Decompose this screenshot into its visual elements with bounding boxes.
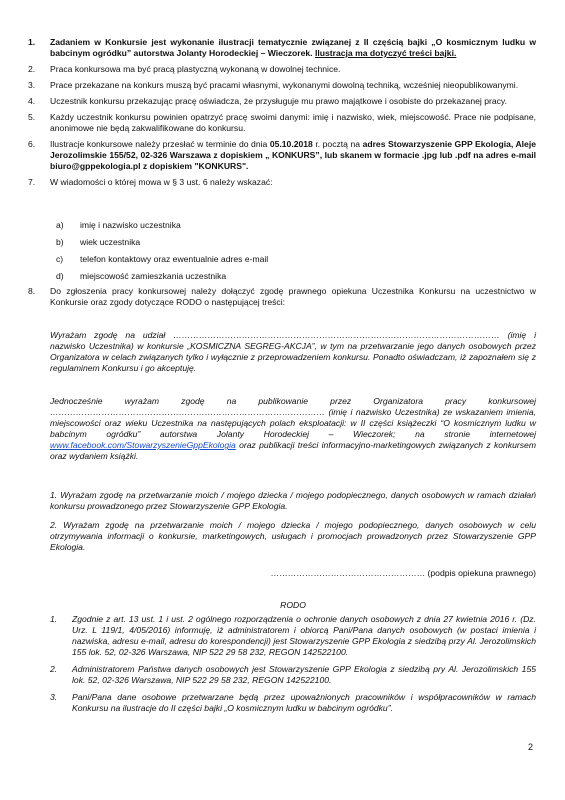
sub-list-item — [28, 271, 536, 282]
sub-list-item — [28, 237, 536, 248]
sub-item-text: imię i nazwisko uczestnika — [80, 220, 181, 230]
data-processing-consent-2: 2. Wyrażam zgodę na przetwarzanie moich / mojego dziecka / mojego podopiecznego, danych osobowych w celu otrzymywania informacji o konkursie, marketingowych, usługach i promocjach prowadzonych przez Stowarzyszenie GPP Ekologia. — [50, 520, 536, 552]
list-item — [28, 80, 536, 91]
sub-item-text: miejscowość zamieszkania uczestnika — [80, 271, 227, 281]
sub-list-item — [28, 220, 536, 231]
item-text: Ilustracje konkursowe należy przesłać w terminie do dnia — [50, 139, 270, 149]
sub-item-text: wiek uczestnika — [80, 237, 141, 247]
rodo-item-text: Zgodnie z art. 13 ust. 1 i ust. 2 ogólnego rozporządzenia o ochronie danych osobowych z dnia 27 kwietnia 2016 r. (Dz. Urz. L 119/1, 4/05/2016) informuję, iż administratorem i obiorcą Pani/Pana danych osobowych (w postaci imienia i nazwiska, adresu e-mail, adresu do korespondencji) jest Stowarzyszenie GPP Ekologia z siedzibą przy Al. Jerozolimskich 155 lok. 52, 02-326 Warszawa, NIP 522 29 58 232, REGON 142522100. — [72, 614, 536, 657]
rodo-item — [50, 614, 536, 658]
item-text: W wiadomości o której mowa w § 3 ust. 6 należy wskazać: — [50, 177, 273, 187]
sub-item-letter: c) — [56, 254, 64, 264]
item-text-underlined: Ilustracja ma dotyczyć treści bajki. — [314, 48, 457, 58]
item-number: 2. — [28, 64, 36, 74]
publication-consent-text-end: oraz publikacji treści informacyjno-marketingowych związanych z konkursem oraz wydaniem książki. — [50, 440, 536, 461]
rodo-item-number: 2. — [50, 664, 58, 674]
item-number: 6. — [28, 139, 36, 149]
publication-consent-text: Jednocześnie wyrażam zgodę na publikowanie przez Organizatora pracy konkursowej …………………………………………………………………………………… (imię i nazwisko Uczestnika) ze wskazaniem imienia, miejscowości oraz wieku Uczestnika na następujących polach eksploatacji: w II części książeczki “O kosmicznym ludku w babcinym ogródku” autorstwa Jolanty Horodeckiej – Wieczorek; na stronie internetowej — [50, 396, 536, 439]
rodo-item-number: 1. — [50, 614, 58, 624]
participation-consent: Wyrażam zgodę na udział …………………………………………………………………………………………………… (imię i nazwisko Uczestnika) w konkursie „KOSMICZNA SEGREG-AKCJA”, w tym na przetwarzanie jego danych osobowych przez Organizatora w celach związanych tylko i wyłącznie z przeprowadzeniem konkursu. Ponadto oświadczam, iż zapoznałem się z regulaminem Konkursu i go akceptuję. — [50, 330, 536, 373]
item-text: Prace przekazane na konkurs muszą być pracami własnymi, wykonanymi dowolną techniką, wcześniej nieopublikowanymi. — [50, 80, 519, 90]
list-item — [28, 96, 536, 107]
rules-list-continued — [28, 286, 536, 308]
facebook-link[interactable]: www.facebook.com/StowarzyszenieGppEkologia — [50, 440, 236, 450]
sub-list — [28, 220, 536, 282]
item-number: 1. — [28, 37, 36, 47]
list-item — [28, 37, 536, 59]
list-item — [28, 177, 536, 188]
guardian-signature-line: ……………………………………………… (podpis opiekuna prawnego) — [270, 568, 536, 578]
rodo-item-text: Pani/Pana dane osobowe przetwarzane będą przez upoważnionych pracowników i współpracowników w ramach Konkursu na ilustracje do II części bajki „O kosmicznym ludku w babcinym ogródku”. — [72, 692, 536, 713]
list-item — [28, 64, 536, 75]
rules-list — [28, 37, 536, 188]
page-number: 2 — [527, 742, 533, 752]
sub-item-letter: a) — [56, 220, 64, 230]
item-number: 4. — [28, 96, 36, 106]
item-number: 5. — [28, 112, 36, 122]
rodo-item-text: Administratorem Państwa danych osobowych jest Stowarzyszenie GPP Ekologia z siedzibą pry Al. Jerozolimskich 155 lok. 52, 02-326 Warszawa, NIP 522 29 58 232, REGON 142522100. — [72, 664, 536, 685]
list-item — [28, 139, 536, 172]
rodo-list — [50, 614, 536, 714]
item-text: Do zgłoszenia pracy konkursowej należy dołączyć zgodę prawnego opiekuna Uczestnika Konkursu na uczestnictwo w Konkursie oraz zgody dotyczące RODO o następującej treści: — [50, 286, 536, 307]
rodo-heading: RODO — [280, 600, 306, 610]
item-text: Każdy uczestnik konkursu powinien opatrzyć pracę swoimi danymi: imię i nazwisko, wiek, miejscowość. Prace nie podpisane, anonimowe nie będą zakwalifikowane do konkursu. — [50, 112, 536, 133]
item-text: Zadaniem w Konkursie jest wykonanie ilustracji tematycznie związanej z II częścią bajki „O kosmicznym ludku w babcinym ogródku” autorstwa Jolanty Horodeckiej – Wieczorek. — [50, 37, 536, 58]
data-processing-consent-1: 1. Wyrażam zgodę na przetwarzanie moich / mojego dziecka / mojego podopiecznego, danych osobowych w ramach działań konkursu prowadzonego przez Stowarzyszenie GPP Ekologia. — [50, 490, 536, 511]
sub-list-item — [28, 254, 536, 265]
item-number: 7. — [28, 177, 36, 187]
item-text: r. pocztą na — [312, 139, 363, 149]
rodo-item — [50, 692, 536, 714]
sub-item-text: telefon kontaktowy oraz ewentualnie adres e-mail — [80, 254, 269, 264]
item-number: 8. — [28, 286, 36, 296]
list-item — [28, 112, 536, 134]
rodo-item-number: 3. — [50, 692, 58, 702]
postal-address: adres Stowarzyszenie GPP Ekologia, Aleje Jerozolimskie 155/52, 02-326 Warszawa z dopiskiem „ KONKURS”, lub skanem w formacie .jpg lub .pdf na adres e-mail biuro@gppekologia.pl z dopiskiem "KONKURS". — [50, 139, 536, 171]
item-text: Uczestnik konkursu przekazując pracę oświadcza, że przysługuje mu prawo majątkowe i osobiste do przekazanej pracy. — [50, 96, 507, 106]
publication-consent — [50, 396, 536, 462]
sub-item-letter: d) — [56, 271, 64, 281]
deadline-date: 05.10.2018 — [269, 139, 313, 149]
item-number: 3. — [28, 80, 36, 90]
item-text: Praca konkursowa ma być pracą plastyczną wykonaną w dowolnej technice. — [50, 64, 341, 74]
sub-item-letter: b) — [56, 237, 64, 247]
list-item — [28, 286, 536, 308]
rodo-item — [50, 664, 536, 686]
